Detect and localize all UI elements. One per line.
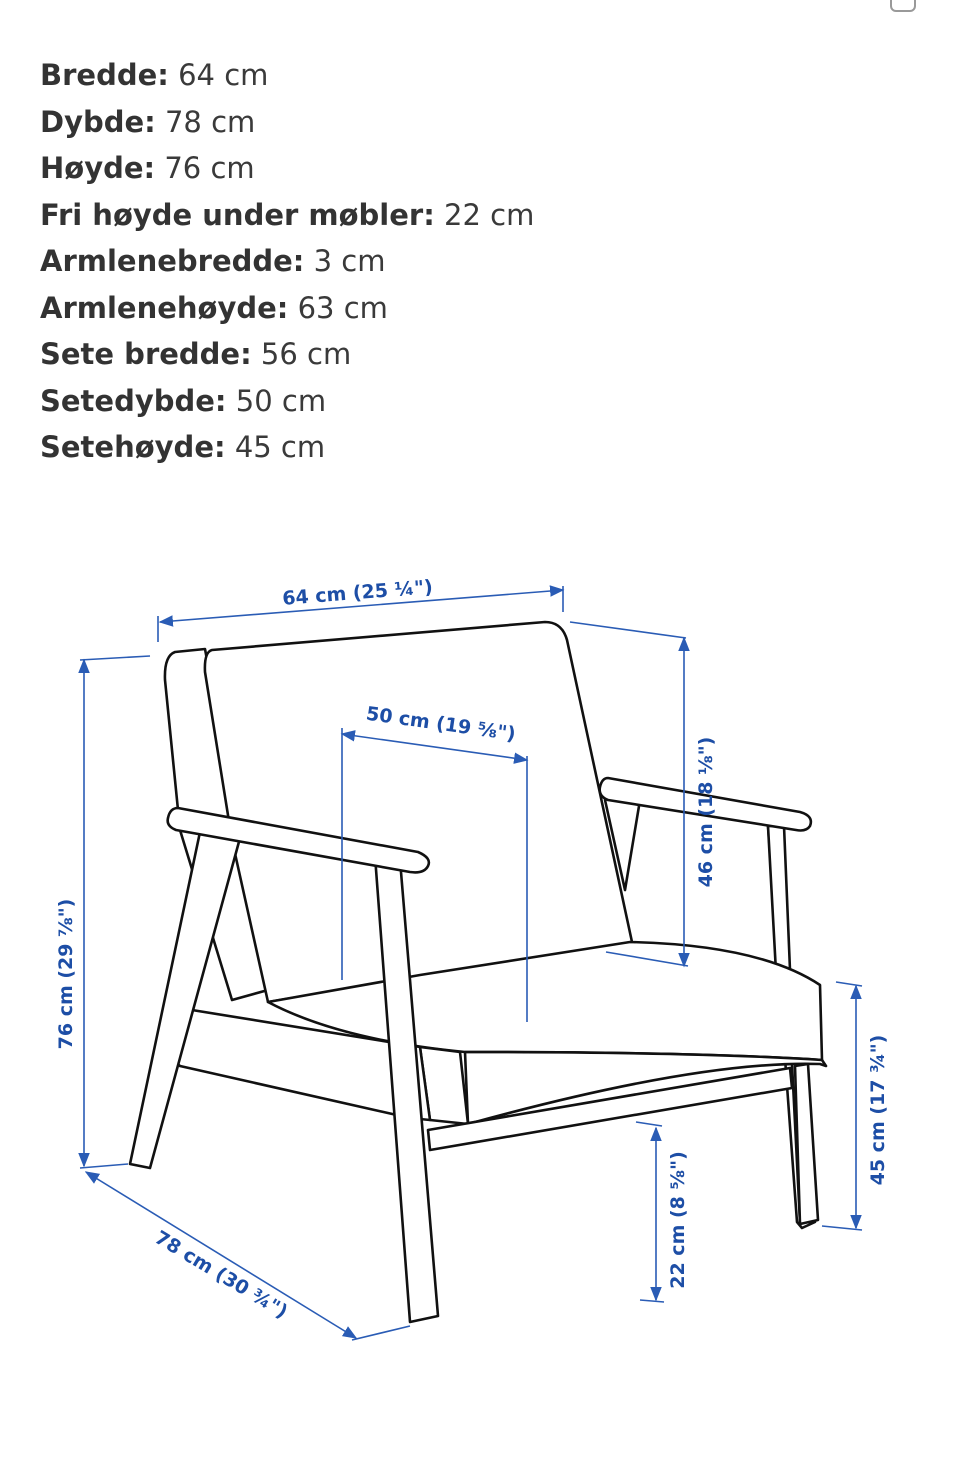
spec-label: Armlenehøyde:	[40, 290, 289, 325]
spec-label: Fri høyde under møbler:	[40, 197, 435, 232]
clearance-dimension-label: 22 cm (8 ⅝")	[667, 1151, 689, 1289]
width-dimension-label: 64 cm (25 ¼")	[281, 576, 434, 610]
spec-label: Setedybde:	[40, 383, 227, 418]
depth-extension-right	[352, 1326, 410, 1340]
spec-label: Dybde:	[40, 104, 156, 139]
spec-label: Armlenebredde:	[40, 244, 305, 278]
spec-value: 63 cm	[297, 290, 388, 325]
total-height-extension-top	[80, 656, 150, 660]
depth-extension-left	[80, 1164, 128, 1168]
depth-dimension-line	[86, 1172, 356, 1338]
rear-right-leg	[795, 1064, 818, 1224]
depth-dimension-label: 78 cm (30 ¾")	[150, 1226, 292, 1324]
spec-label: Setehøyde:	[40, 430, 226, 464]
spec-label: Høyde:	[40, 151, 156, 185]
spec-value: 50 cm	[235, 383, 327, 418]
back-height-extension-top	[570, 622, 686, 638]
spec-label: Bredde:	[40, 58, 169, 92]
seat-depth-dimension-label: 50 cm (19 ⅝")	[364, 702, 517, 746]
clearance-extension-bottom	[640, 1300, 664, 1302]
spec-value: 45 cm	[234, 430, 326, 464]
back-right-post	[768, 826, 790, 972]
front-left-leg	[130, 832, 240, 1168]
spec-value: 76 cm	[164, 151, 255, 185]
spec-value: 56 cm	[260, 337, 352, 371]
spec-value: 22 cm	[444, 197, 535, 232]
spec-value: 3 cm	[313, 244, 386, 278]
clearance-extension-top	[636, 1122, 662, 1126]
seat-height-dimension-label: 45 cm (17 ¾")	[867, 1034, 889, 1186]
total-height-dimension-label: 76 cm (29 ⅞")	[55, 898, 77, 1050]
seat-height-extension-top	[836, 982, 862, 986]
spec-label: Sete bredde:	[40, 337, 252, 371]
spec-value: 64 cm	[178, 58, 269, 92]
back-height-dimension-label: 46 cm (18 ⅛")	[695, 736, 717, 888]
spec-value: 78 cm	[164, 104, 256, 139]
backrest-cushion	[205, 622, 632, 1002]
